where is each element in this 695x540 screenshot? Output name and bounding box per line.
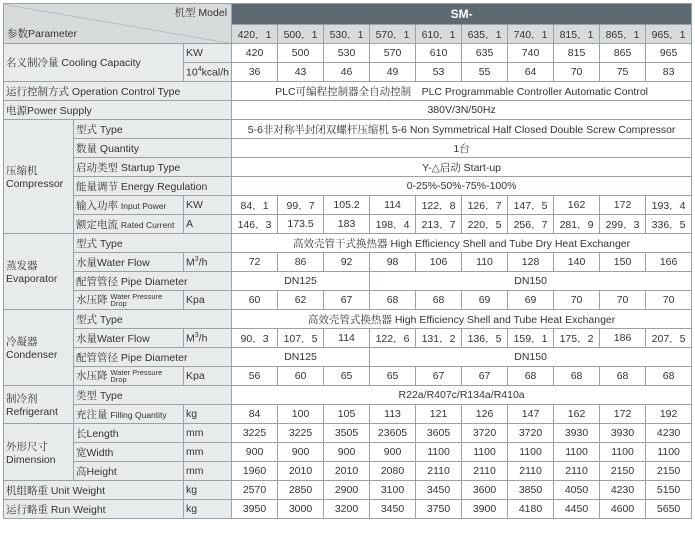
evaporator-flow-cell: 150: [600, 253, 646, 272]
startup-type-value: Y-△启动 Start-up: [232, 158, 692, 177]
run-weight-cell: 4450: [554, 500, 600, 519]
rated-current-cell: 146．3: [232, 215, 278, 234]
cooling-kw-cell: 610: [416, 44, 462, 63]
input-power-label: 输入功率 Input Power: [74, 196, 184, 215]
condenser-flow-cell: 175．2: [554, 329, 600, 348]
height-cell: 2110: [508, 462, 554, 481]
condenser-drop-cell: 67: [462, 367, 508, 386]
power-supply-label: 电源Power Supply: [4, 101, 232, 120]
filling-quantity-cell: 147: [508, 405, 554, 424]
evaporator-flow-cell: 110: [462, 253, 508, 272]
model-cell: 500．1: [278, 25, 324, 44]
cooling-kcal-cell: 75: [600, 63, 646, 82]
power-supply-value: 380V/3N/50Hz: [232, 101, 692, 120]
width-label: 宽Width: [74, 443, 184, 462]
cooling-kcal-cell: 36: [232, 63, 278, 82]
condenser-flow-cell: 114: [324, 329, 370, 348]
unit-weight-cell: 2850: [278, 481, 324, 500]
cooling-kw-cell: 740: [508, 44, 554, 63]
filling-quantity-cell: 126: [462, 405, 508, 424]
condenser-pipe-label: 配管管径 Pipe Diameter: [74, 348, 232, 367]
length-cell: 3720: [462, 424, 508, 443]
condenser-drop-cell: 68: [600, 367, 646, 386]
cooling-capacity-label: 名义制冷量 Cooling Capacity: [4, 44, 184, 82]
condenser-flow-cell: 159．1: [508, 329, 554, 348]
dimension-section-label: 外形尺寸 Dimension: [4, 424, 74, 481]
run-weight-unit: kg: [184, 500, 232, 519]
input-power-cell: 172: [600, 196, 646, 215]
unit-weight-cell: 3100: [370, 481, 416, 500]
length-unit: mm: [184, 424, 232, 443]
evaporator-drop-cell: 69: [462, 291, 508, 310]
run-weight-cell: 3200: [324, 500, 370, 519]
header-diagonal-cell: [4, 4, 232, 44]
evaporator-flow-cell: 166: [646, 253, 692, 272]
condenser-flow-cell: 131．2: [416, 329, 462, 348]
evaporator-pipe-label: 配管管径 Pipe Diameter: [74, 272, 232, 291]
run-weight-cell: 3900: [462, 500, 508, 519]
unit-weight-cell: 2570: [232, 481, 278, 500]
condenser-drop-cell: 56: [232, 367, 278, 386]
evaporator-flow-unit: $M^3/h$: [184, 253, 232, 272]
cooling-kw-cell: 570: [370, 44, 416, 63]
filling-quantity-cell: 172: [600, 405, 646, 424]
unit-weight-cell: 3450: [416, 481, 462, 500]
model-cell: 610．1: [416, 25, 462, 44]
control-type-value: PLC可编程控制器全自动控制 PLC Programmable Controller Automatic Control: [232, 82, 692, 101]
condenser-drop-cell: 67: [416, 367, 462, 386]
filling-quantity-cell: 113: [370, 405, 416, 424]
height-cell: 2010: [324, 462, 370, 481]
rated-current-cell: 213．7: [416, 215, 462, 234]
filling-quantity-cell: 192: [646, 405, 692, 424]
evaporator-drop-cell: 67: [324, 291, 370, 310]
filling-quantity-cell: 100: [278, 405, 324, 424]
filling-quantity-cell: 105: [324, 405, 370, 424]
model-cell: 815．1: [554, 25, 600, 44]
refrigerant-type-value: R22a/R407c/R134a/R410a: [232, 386, 692, 405]
height-unit: mm: [184, 462, 232, 481]
condenser-pipe-dn150: DN150: [370, 348, 692, 367]
height-cell: 2110: [462, 462, 508, 481]
condenser-flow-cell: 122．6: [370, 329, 416, 348]
rated-current-cell: 220．5: [462, 215, 508, 234]
run-weight-cell: 3450: [370, 500, 416, 519]
evaporator-flow-cell: 98: [370, 253, 416, 272]
model-cell: 530．1: [324, 25, 370, 44]
condenser-drop-label: 水压降 Water Pressure Drop: [74, 367, 184, 386]
startup-type-label: 启动类型 Startup Type: [74, 158, 232, 177]
width-cell: 900: [278, 443, 324, 462]
length-cell: 4230: [646, 424, 692, 443]
length-cell: 3225: [278, 424, 324, 443]
cooling-kcal-cell: 70: [554, 63, 600, 82]
input-power-cell: 105.2: [324, 196, 370, 215]
evaporator-flow-cell: 92: [324, 253, 370, 272]
width-unit: mm: [184, 443, 232, 462]
input-power-cell: 99．7: [278, 196, 324, 215]
compressor-type-label: 型式 Type: [74, 120, 232, 139]
refrigerant-type-label: 类型 Type: [74, 386, 232, 405]
length-cell: 3605: [416, 424, 462, 443]
height-cell: 2150: [646, 462, 692, 481]
evaporator-flow-cell: 128: [508, 253, 554, 272]
cooling-kcal-cell: 43: [278, 63, 324, 82]
compressor-type-value: 5-6非对称半封闭双螺杆压缩机 5-6 Non Symmetrical Half Closed Double Screw Compressor: [232, 120, 692, 139]
height-label: 高Height: [74, 462, 184, 481]
rated-current-cell: 281．9: [554, 215, 600, 234]
unit-weight-cell: 4230: [600, 481, 646, 500]
length-cell: 3505: [324, 424, 370, 443]
condenser-drop-cell: 68: [646, 367, 692, 386]
series-title: SM-: [232, 4, 692, 25]
length-label: 长Length: [74, 424, 184, 443]
model-cell: 965．1: [646, 25, 692, 44]
evaporator-drop-label: 水压降 Water Pressure Drop: [74, 291, 184, 310]
unit-weight-cell: 4050: [554, 481, 600, 500]
evaporator-drop-cell: 68: [416, 291, 462, 310]
run-weight-cell: 3750: [416, 500, 462, 519]
model-cell: 740．1: [508, 25, 554, 44]
condenser-flow-cell: 207．5: [646, 329, 692, 348]
cooling-kw-cell: 420: [232, 44, 278, 63]
run-weight-cell: 3950: [232, 500, 278, 519]
compressor-qty-value: 1台: [232, 139, 692, 158]
height-cell: 1960: [232, 462, 278, 481]
evaporator-flow-cell: 72: [232, 253, 278, 272]
filling-quantity-cell: 121: [416, 405, 462, 424]
input-power-cell: 126．7: [462, 196, 508, 215]
evaporator-drop-cell: 70: [600, 291, 646, 310]
condenser-drop-cell: 68: [508, 367, 554, 386]
filling-quantity-label: 充注量 Filling Quantity: [74, 405, 184, 424]
evaporator-flow-label: 水量Water Flow: [74, 253, 184, 272]
condenser-type-label: 型式 Type: [74, 310, 232, 329]
rated-current-cell: 256．7: [508, 215, 554, 234]
width-cell: 900: [370, 443, 416, 462]
evaporator-pipe-dn150: DN150: [370, 272, 692, 291]
cooling-kw-cell: 865: [600, 44, 646, 63]
energy-regulation-label: 能量调节 Energy Regulation: [74, 177, 232, 196]
condenser-flow-cell: 186: [600, 329, 646, 348]
rated-current-cell: 183: [324, 215, 370, 234]
cooling-kw-cell: 815: [554, 44, 600, 63]
run-weight-cell: 3000: [278, 500, 324, 519]
evaporator-flow-cell: 140: [554, 253, 600, 272]
filling-quantity-cell: 84: [232, 405, 278, 424]
input-power-cell: 147．5: [508, 196, 554, 215]
evaporator-type-label: 型式 Type: [74, 234, 232, 253]
input-power-unit: KW: [184, 196, 232, 215]
cooling-kw-cell: 530: [324, 44, 370, 63]
condenser-drop-cell: 65: [324, 367, 370, 386]
evaporator-drop-cell: 70: [554, 291, 600, 310]
model-cell: 570．1: [370, 25, 416, 44]
cooling-kcal-cell: 46: [324, 63, 370, 82]
cooling-kcal-cell: 49: [370, 63, 416, 82]
input-power-cell: 193．4: [646, 196, 692, 215]
cooling-kcal-cell: 55: [462, 63, 508, 82]
spec-table: [3, 3, 692, 519]
height-cell: 2150: [600, 462, 646, 481]
condenser-flow-label: 水量Water Flow: [74, 329, 184, 348]
condenser-drop-cell: 68: [554, 367, 600, 386]
length-cell: 3930: [554, 424, 600, 443]
length-cell: 3225: [232, 424, 278, 443]
evaporator-drop-cell: 69: [508, 291, 554, 310]
rated-current-cell: 336．5: [646, 215, 692, 234]
rated-current-unit: A: [184, 215, 232, 234]
evaporator-section-label: 蒸发器 Evaporator: [4, 234, 74, 310]
unit-weight-label: 机组略重 Unit Weight: [4, 481, 184, 500]
energy-regulation-value: 0-25%-50%-75%-100%: [232, 177, 692, 196]
cooling-kcal-cell: 64: [508, 63, 554, 82]
evaporator-drop-cell: 62: [278, 291, 324, 310]
run-weight-cell: 5650: [646, 500, 692, 519]
width-cell: 1100: [646, 443, 692, 462]
filling-quantity-unit: kg: [184, 405, 232, 424]
width-cell: 1100: [416, 443, 462, 462]
width-cell: 1100: [462, 443, 508, 462]
length-cell: 3720: [508, 424, 554, 443]
run-weight-cell: 4180: [508, 500, 554, 519]
evaporator-drop-cell: 60: [232, 291, 278, 310]
evaporator-flow-cell: 106: [416, 253, 462, 272]
model-cell: 420．1: [232, 25, 278, 44]
unit-weight-cell: 2900: [324, 481, 370, 500]
cooling-kw-cell: 965: [646, 44, 692, 63]
condenser-drop-cell: 65: [370, 367, 416, 386]
evaporator-flow-cell: 86: [278, 253, 324, 272]
evaporator-drop-cell: 68: [370, 291, 416, 310]
condenser-drop-cell: 60: [278, 367, 324, 386]
evaporator-type-value: 高效壳管干式换热器 High Efficiency Shell and Tube Dry Heat Exchanger: [232, 234, 692, 253]
width-cell: 900: [232, 443, 278, 462]
width-cell: 1100: [508, 443, 554, 462]
evaporator-drop-cell: 70: [646, 291, 692, 310]
input-power-cell: 162: [554, 196, 600, 215]
rated-current-cell: 198．4: [370, 215, 416, 234]
width-cell: 1100: [554, 443, 600, 462]
rated-current-cell: 173.5: [278, 215, 324, 234]
cooling-kw-cell: 500: [278, 44, 324, 63]
run-weight-label: 运行略重 Run Weight: [4, 500, 184, 519]
height-cell: 2010: [278, 462, 324, 481]
condenser-flow-cell: 107．5: [278, 329, 324, 348]
model-cell: 635．1: [462, 25, 508, 44]
cooling-unit-kcal: $10^4kcal/h$: [184, 63, 232, 82]
cooling-unit-kw: KW: [184, 44, 232, 63]
compressor-qty-label: 数量 Quantity: [74, 139, 232, 158]
cooling-kcal-cell: 53: [416, 63, 462, 82]
unit-weight-cell: 3600: [462, 481, 508, 500]
rated-current-label: 额定电流 Rated Current: [74, 215, 184, 234]
width-cell: 900: [324, 443, 370, 462]
condenser-flow-cell: 90．3: [232, 329, 278, 348]
unit-weight-cell: 5150: [646, 481, 692, 500]
height-cell: 2110: [416, 462, 462, 481]
condenser-flow-unit: $M^3/h$: [184, 329, 232, 348]
refrigerant-section-label: 制冷剂 Refrigerant: [4, 386, 74, 424]
run-weight-cell: 4600: [600, 500, 646, 519]
width-cell: 1100: [600, 443, 646, 462]
evaporator-pipe-dn125: DN125: [232, 272, 370, 291]
input-power-cell: 122．8: [416, 196, 462, 215]
condenser-section-label: 冷凝器 Condenser: [4, 310, 74, 386]
length-cell: 23605: [370, 424, 416, 443]
length-cell: 3930: [600, 424, 646, 443]
unit-weight-cell: 3850: [508, 481, 554, 500]
condenser-pipe-dn125: DN125: [232, 348, 370, 367]
filling-quantity-cell: 162: [554, 405, 600, 424]
cooling-kw-cell: 635: [462, 44, 508, 63]
input-power-cell: 84．1: [232, 196, 278, 215]
height-cell: 2110: [554, 462, 600, 481]
compressor-section-label: 压缩机 Compressor: [4, 120, 74, 234]
unit-weight-unit: kg: [184, 481, 232, 500]
parameter-label: 参数Parameter: [7, 28, 78, 40]
condenser-flow-cell: 136．5: [462, 329, 508, 348]
condenser-drop-unit: Kpa: [184, 367, 232, 386]
height-cell: 2080: [370, 462, 416, 481]
condenser-type-value: 高效壳管式换热器 High Efficiency Shell and Tube Heat Exchanger: [232, 310, 692, 329]
evaporator-drop-unit: Kpa: [184, 291, 232, 310]
input-power-cell: 114: [370, 196, 416, 215]
cooling-kcal-cell: 83: [646, 63, 692, 82]
model-label: 机型 Model: [174, 7, 228, 19]
model-cell: 865．1: [600, 25, 646, 44]
control-type-label: 运行控制方式 Operation Control Type: [4, 82, 232, 101]
rated-current-cell: 299．3: [600, 215, 646, 234]
